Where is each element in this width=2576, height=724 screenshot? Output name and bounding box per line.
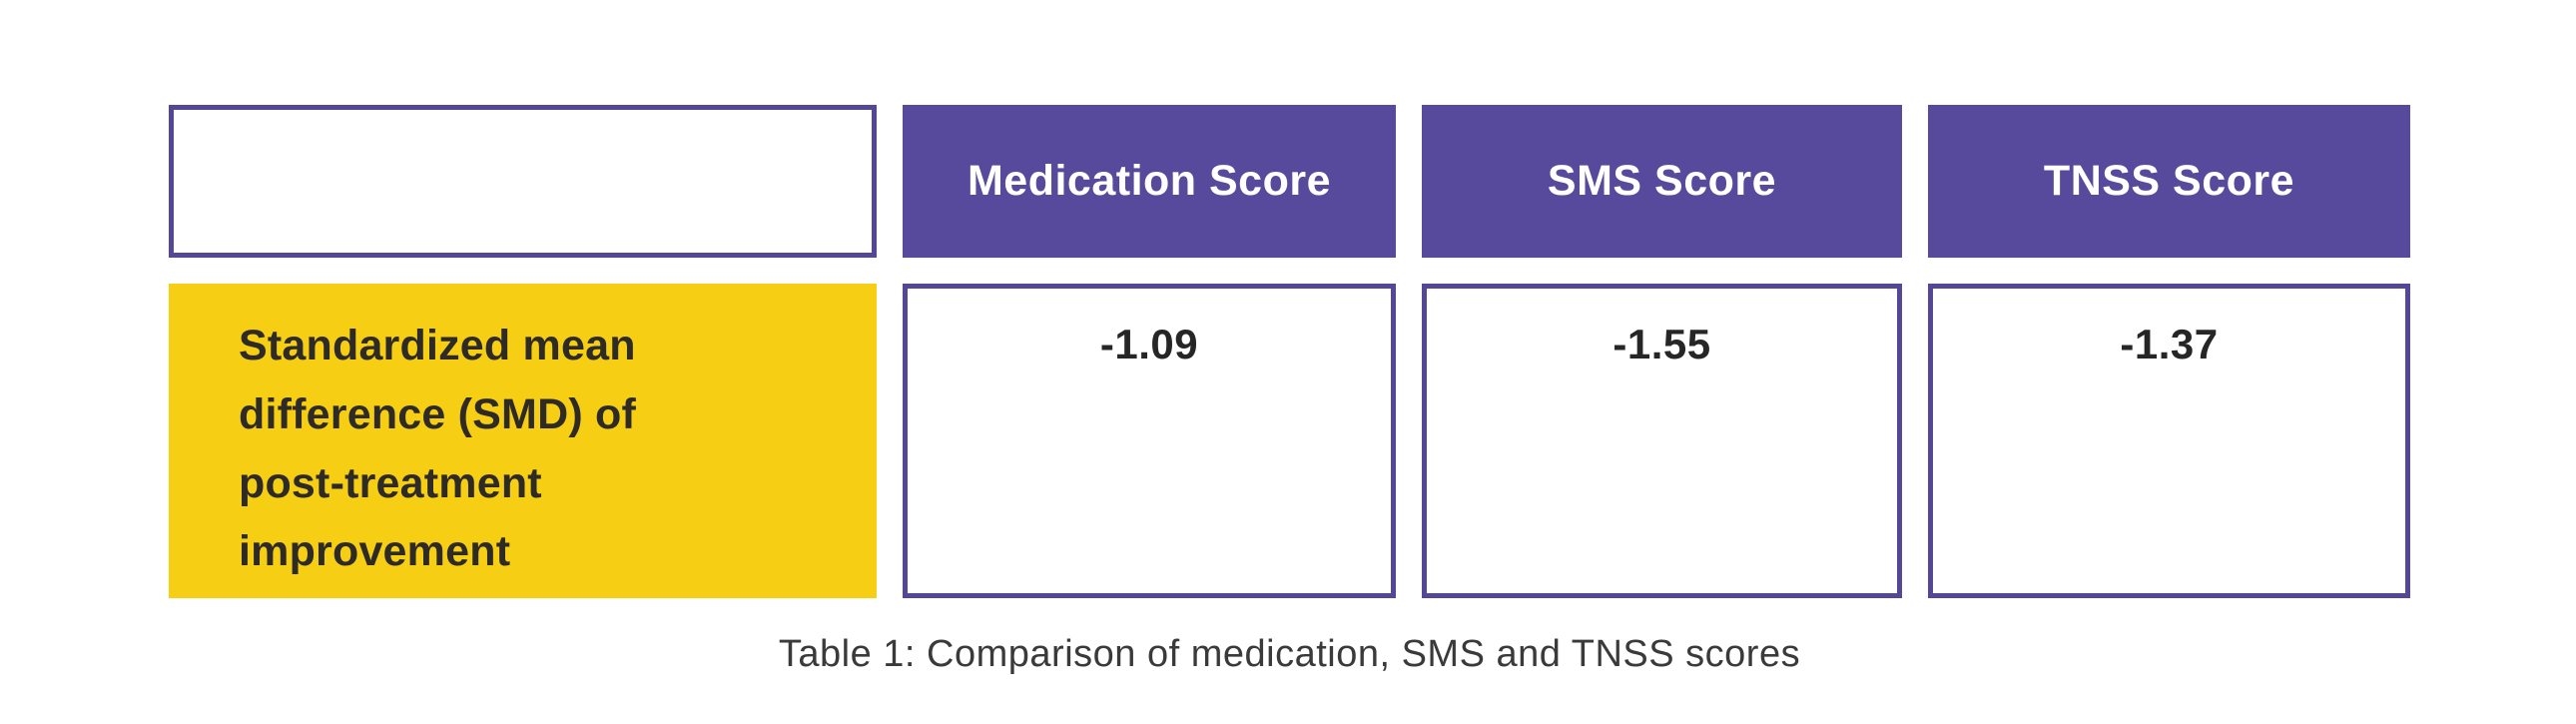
row-label-cell-smd xyxy=(169,284,877,598)
value-tnss-score: -1.37 xyxy=(2120,321,2219,367)
header-cell-medication-score xyxy=(903,105,1396,258)
header-label-sms-score: SMS Score xyxy=(1547,157,1777,205)
corner-cell xyxy=(169,105,877,258)
value-cell-sms-score xyxy=(1422,284,1902,598)
header-cell-sms-score xyxy=(1422,105,1902,258)
value-sms-score: -1.55 xyxy=(1612,321,1711,367)
value-cell-tnss-score xyxy=(1928,284,2410,598)
header-label-medication-score: Medication Score xyxy=(966,157,1332,205)
value-medication-score: -1.09 xyxy=(1099,321,1199,367)
row-label-text: Standardized mean difference (SMD) of post-treatment improvement xyxy=(239,322,636,576)
comparison-table xyxy=(169,105,2410,598)
header-label-tnss-score: TNSS Score xyxy=(2043,157,2295,205)
value-cell-medication-score xyxy=(903,284,1396,598)
table-caption: Table 1: Comparison of medication, SMS and TNSS scores xyxy=(778,633,1801,675)
header-cell-tnss-score xyxy=(1928,105,2410,258)
